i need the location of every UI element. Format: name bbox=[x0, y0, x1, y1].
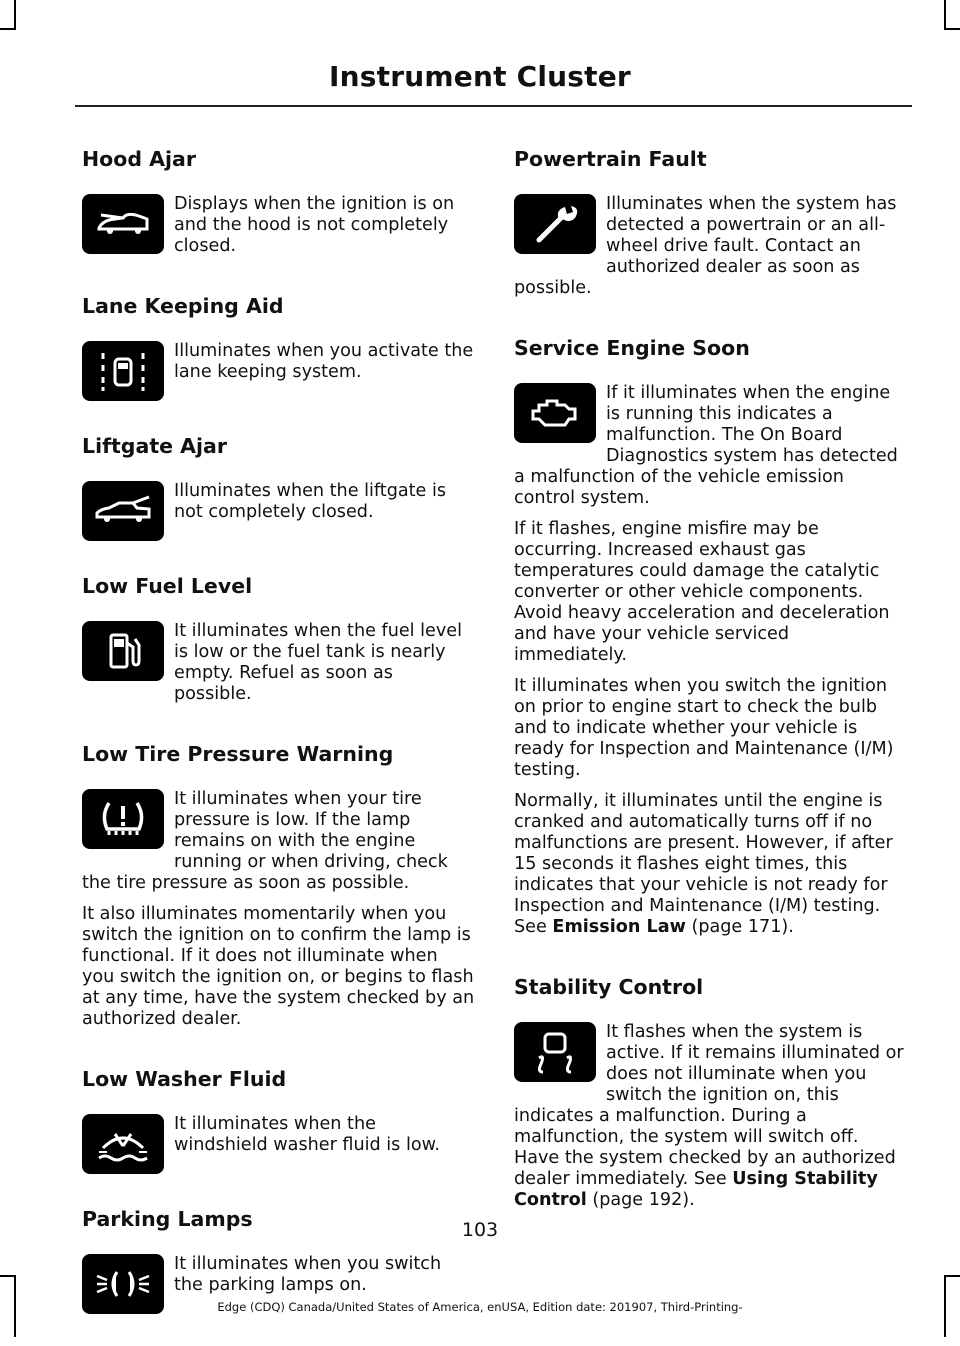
hood-ajar-icon bbox=[82, 194, 164, 254]
section-heading: Powertrain Fault bbox=[514, 147, 707, 171]
section-heading: Low Tire Pressure Warning bbox=[82, 742, 394, 766]
check-engine-icon bbox=[514, 383, 596, 443]
crop-mark bbox=[944, 28, 960, 30]
entry-liftgate-ajar bbox=[82, 433, 475, 547]
entry-text: It illuminates when your tire pressure is low. If the lamp remains on with the engine running or when driving, check the tire pressure as soon as possible. bbox=[82, 789, 448, 893]
entry-lane-keeping bbox=[82, 293, 475, 407]
entry-low-washer-fluid bbox=[82, 1066, 475, 1180]
emission-law-link[interactable]: Emission Law bbox=[552, 917, 686, 937]
entry-text: It also illuminates momentarily when you switch the ignition on to confirm the lamp is functional. If it does not illuminate when you switch the ignition on, or begins to flash at any time, have the system checked by an authorized dealer. bbox=[82, 904, 475, 1029]
entry-low-tire-pressure bbox=[82, 741, 475, 1040]
washer-fluid-icon bbox=[82, 1114, 164, 1174]
section-heading: Service Engine Soon bbox=[514, 336, 750, 360]
crop-mark bbox=[944, 0, 946, 28]
page-title: Instrument Cluster bbox=[329, 60, 631, 93]
section-heading: Liftgate Ajar bbox=[82, 434, 227, 458]
left-column bbox=[82, 138, 475, 1346]
entry-stability-control bbox=[514, 974, 907, 1221]
using-stability-control-link[interactable]: Using Stability Control bbox=[514, 1169, 878, 1210]
section-heading: Stability Control bbox=[514, 975, 704, 999]
wrench-icon bbox=[514, 194, 596, 254]
section-heading: Lane Keeping Aid bbox=[82, 294, 284, 318]
entry-text: Illuminates when the system has detected a powertrain or an all-wheel drive fault. Contact an authorized dealer as soon as possible. bbox=[514, 194, 897, 298]
page-number: 103 bbox=[461, 1219, 499, 1241]
entry-service-engine-soon bbox=[514, 335, 907, 948]
section-heading: Hood Ajar bbox=[82, 147, 196, 171]
right-column bbox=[514, 138, 907, 1247]
entry-hood-ajar bbox=[82, 146, 475, 267]
crop-mark bbox=[944, 1275, 960, 1277]
crop-mark bbox=[0, 1275, 16, 1277]
entry-text bbox=[514, 791, 907, 938]
lane-keeping-icon bbox=[82, 341, 164, 401]
crop-mark bbox=[0, 28, 16, 30]
entry-text: It illuminates when the windshield washer fluid is low. bbox=[174, 1114, 440, 1155]
entry-text: If it illuminates when the engine is running this indicates a malfunction. The On Board Diagnostics system has detected a malfunction of the vehicle emission control system. bbox=[514, 383, 898, 508]
entry-text-part: (page 192). bbox=[586, 1190, 695, 1210]
entry-powertrain-fault bbox=[514, 146, 907, 309]
entry-text: It illuminates when the fuel level is low or the fuel tank is nearly empty. Refuel as soon as possible. bbox=[174, 621, 462, 704]
entry-text-part: Normally, it illuminates until the engine is cranked and automatically turns off if no malfunctions are present. However, if after 15 seconds it flashes eight times, this indicates that your vehicle is not ready for Inspection and Maintenance (I/M) testing. See bbox=[514, 791, 893, 937]
section-heading: Parking Lamps bbox=[82, 1207, 253, 1231]
entry-text-part: (page 171). bbox=[685, 917, 794, 937]
entry-text: Illuminates when the liftgate is not completely closed. bbox=[174, 481, 447, 522]
entry-text: It illuminates when you switch the parking lamps on. bbox=[174, 1254, 442, 1295]
entry-text: It illuminates when you switch the ignition on prior to engine start to check the bulb and to indicate whether your vehicle is ready for Inspection and Maintenance (I/M) testing. bbox=[514, 676, 894, 780]
entry-text-part: It flashes when the system is active. If it remains illuminated or does not illuminate when you switch the ignition on, this indicates a malfunction. During a malfunction, the system will switch off. Have the system checked by an authorized dealer immediately. See bbox=[514, 1022, 904, 1189]
entry-text: Illuminates when you activate the lane keeping system. bbox=[174, 341, 474, 382]
crop-mark bbox=[14, 0, 16, 28]
fuel-pump-icon bbox=[82, 621, 164, 681]
stability-control-icon bbox=[514, 1022, 596, 1082]
entry-text: Displays when the ignition is on and the hood is not completely closed. bbox=[174, 194, 455, 256]
edition-footer: Edge (CDQ) Canada/United States of America, enUSA, Edition date: 201907, Third-Printing- bbox=[217, 1300, 743, 1314]
entry-low-fuel bbox=[82, 573, 475, 715]
entry-text: If it flashes, engine misfire may be occurring. Increased exhaust gas temperatures could damage the catalytic converter or other vehicle components. Avoid heavy acceleration and deceleration and have your vehicle serviced immediately. bbox=[514, 519, 890, 665]
header-rule bbox=[75, 105, 912, 107]
liftgate-ajar-icon bbox=[82, 481, 164, 541]
section-heading: Low Washer Fluid bbox=[82, 1067, 287, 1091]
section-heading: Low Fuel Level bbox=[82, 574, 253, 598]
tire-pressure-icon bbox=[82, 789, 164, 849]
